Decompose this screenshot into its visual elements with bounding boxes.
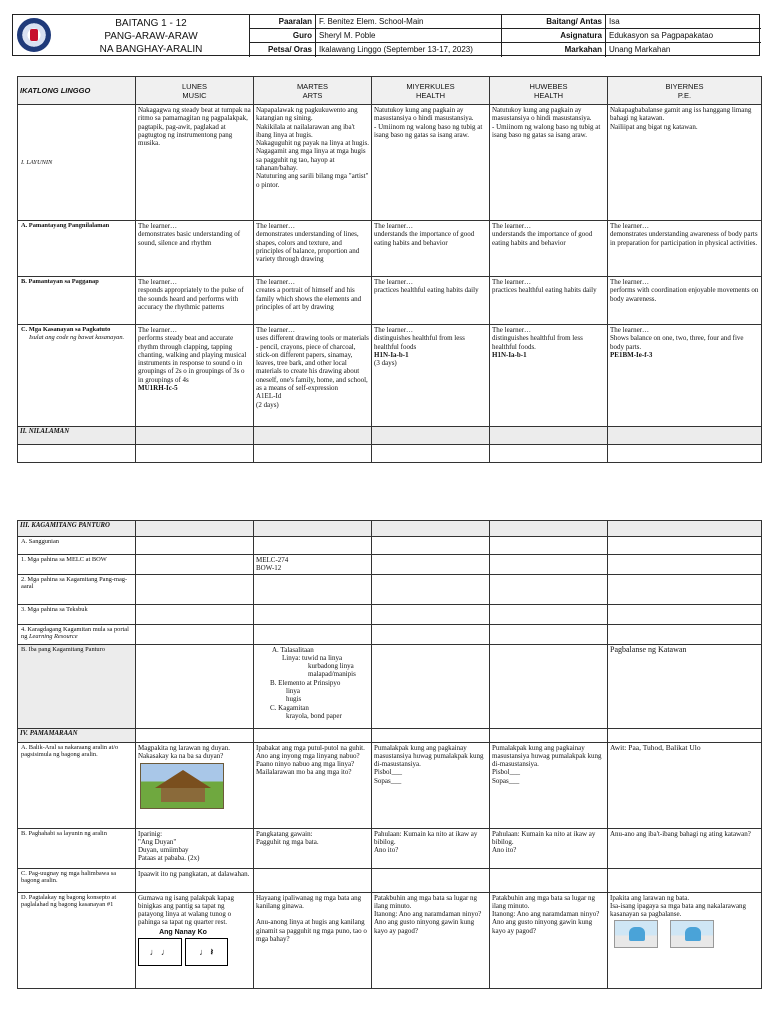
blank-cell: [254, 574, 372, 604]
meta-labels-right: [501, 15, 605, 57]
balik-aral-pe: Awit: Paa, Tuhod, Balikat Ulo: [608, 742, 762, 828]
kasanayan-health-thu: [490, 325, 608, 427]
layunin-music: Nakagagwa ng steady beat at tumpak na ritmo sa pamamagitan ng pagpalakpak, pagtapik, pag-awit, paglakad at pagtugtog ng instrumentong pang musika.: [136, 105, 254, 221]
balik-aral-label: A. Balik-Aral sa nakaraang aralin at/o pagsisimula ng bagong aralin.: [18, 742, 136, 828]
pagganap-health-thu: The learner… practices healthful eating habits daily: [490, 277, 608, 325]
pagtalakay-row: [18, 892, 762, 988]
day-header-tuesday: MARTES ARTS: [254, 77, 372, 105]
blank-cell: [372, 868, 490, 892]
date-value: Ikalawang Linggo (September 13-17, 2023): [319, 45, 473, 54]
blank-cell: [372, 624, 490, 644]
blank-cell: [490, 868, 608, 892]
blank-cell: [608, 521, 762, 537]
linya-kurbado: kurbadong linya: [308, 662, 354, 671]
balik-aral-health-thu: Pumalakpak kung ang pagkainay masustansiya huwag pumalakpak kung di-masustansiya. Pisbol___ Sopas___: [490, 742, 608, 828]
balancing-kid-image: [670, 920, 714, 948]
blank-cell: [254, 604, 372, 624]
pamantayang-pangnilalaman-label: A. Pamantayang Pangnilalaman: [18, 221, 136, 277]
paghahabi-pe: Anu-ano ang iba't-ibang bahagi ng ating katawan?: [608, 828, 762, 868]
weekly-plan-table-1: [17, 76, 762, 463]
paghahabi-music: Iparinig: "Ang Duyan" Duyan, umiimbay Pataas at pababa. (2x): [136, 828, 254, 868]
melc-bow-row: [18, 555, 762, 575]
blank-cell: [254, 728, 372, 742]
blank-cell: [490, 555, 608, 575]
pagganap-pe: The learner… performs with coordination enjoyable movements on body awareness.: [608, 277, 762, 325]
kasanayan-health-wed-code: H1N-Ia-b-1: [374, 350, 409, 359]
blank-cell: [372, 644, 490, 728]
kasanayan-pe: [608, 325, 762, 427]
balancing-kid-image: [614, 920, 658, 948]
rhythm-notation-picture: [138, 929, 228, 967]
kasanayan-pe-text: The learner… Shows balance on one, two, three, four and five body parts.: [610, 326, 744, 351]
balik-aral-music: [136, 742, 254, 828]
blank-cell: [136, 537, 254, 555]
pag-uugnay-music: Ipaawit ito ng pangkatan, at dalawahan.: [136, 868, 254, 892]
teksbuk-row: [18, 604, 762, 624]
pangnilalaman-arts: The learner… demonstrates understanding of lines, shapes, colors and texture, and principles of balance, proportion and variety through drawing: [254, 221, 372, 277]
kasanayan-label-cell: [18, 325, 136, 427]
layunin-health-wed: Natutukoy kung ang pagkain ay masustansiya o hindi masustansiya. - Umiinom ng walong baso ng tubig at isang baso ng gatas sa isang araw.: [372, 105, 490, 221]
blank-cell: [254, 445, 372, 463]
kasanayan-label: C. Mga Kasanayan sa Pagkatuto: [21, 326, 111, 333]
day-header-row: [18, 77, 762, 105]
blank-cell: [372, 445, 490, 463]
blank-cell: [608, 537, 762, 555]
pagganap-arts: The learner… creates a portrait of himself and his family which shows the elements and principles of art by drawing: [254, 277, 372, 325]
blank-cell: [490, 521, 608, 537]
pamamaraan-label: IV. PAMAMARAAN: [18, 728, 136, 742]
kasanayan-pe-code: PE1BM-Ie-f-3: [610, 350, 653, 359]
learning-resource-label-text: 4. Karagdagang Kagamitan mula sa portal ng: [21, 625, 129, 641]
kasanayan-sublabel: Isulat ang code ng bawat kasanayan.: [29, 333, 125, 341]
kagamitang-pang-mag-aaral-row: [18, 574, 762, 604]
pamantayang-pangnilalaman-row: [18, 221, 762, 277]
layunin-label: I. LAYUNIN: [18, 105, 136, 221]
paghahabi-arts: Pangkatang gawain: Pagguhit ng mga bata.: [254, 828, 372, 868]
blank-cell: [608, 868, 762, 892]
blank-cell: [18, 445, 136, 463]
school-label: Paaralan: [250, 15, 315, 29]
subject-label: Asignatura: [502, 29, 605, 43]
blank-cell: [136, 555, 254, 575]
blank-cell: [490, 728, 608, 742]
day-header-thursday: HUWEBES HEALTH: [490, 77, 608, 105]
blank-cell: [136, 728, 254, 742]
pag-uugnay-label: C. Pag-uugnay ng mga halimbawa sa bagong aralin.: [18, 868, 136, 892]
meta-labels-left: [249, 15, 315, 57]
kagamitan-label: III. KAGAMITANG PANTURO: [18, 521, 136, 537]
elemento-linya: linya: [286, 687, 300, 696]
pagtalakay-pe: [608, 892, 762, 988]
balancing-kids-picture: [614, 920, 724, 948]
pagganap-music: The learner… responds appropriately to the pulse of the sounds heard and performs with accuracy the rhythmic patterns: [136, 277, 254, 325]
layunin-arts: Napapalawak ng pagkukuwento ang katangian ng sining. Nakikilala at nailalarawan ang iba't ibang linya at hugis. Nakaguguhit ng payak na linya at hugis. Nagagamit ang mga linya at mga hugis sa pagguhit ng tao, hayop at tahanan/bahay. Natuturing ang sarili bilang mga "artist" o pintor.: [254, 105, 372, 221]
grade-label: Baitang/ Antas: [502, 15, 605, 29]
elemento: B. Elemento at Prinsipyo: [270, 678, 341, 687]
pagtalakay-health-thu: Patakbuhin ang mga bata sa lugar ng ilang minuto. Itanong: Ano ang naramdaman ninyo? Ano ang gusto ninyong gawin kung kayo ay pagod?: [490, 892, 608, 988]
linya-tuwid: Linya: tuwid na linya: [282, 653, 343, 662]
pagganap-health-wed: The learner… practices healthful eating habits daily: [372, 277, 490, 325]
pamamaraan-row: [18, 728, 762, 742]
meta-values-left: [315, 15, 501, 57]
quarter-label: Markahan: [564, 45, 602, 54]
blank-cell: [608, 624, 762, 644]
nilalaman-label: II. NILALAMAN: [18, 427, 136, 445]
school-value: F. Benitez Elem. School-Main: [316, 15, 501, 29]
pagtalakay-health-wed: Patakbuhin ang mga bata sa lugar ng ilang minuto. Itanong: Ano ang naramdaman ninyo? Ano ang gusto ninyong gawin kung kayo ay pagod?: [372, 892, 490, 988]
kagamitan-c: C. Kagamitan: [270, 703, 309, 712]
blank-cell: [490, 644, 608, 728]
sanggunian-row: [18, 537, 762, 555]
paghahabi-health-thu: Pahulaan: Kumain ka nito at ikaw ay bibilog. Ano ito?: [490, 828, 608, 868]
pangnilalaman-health-thu: The learner… understands the importance of good eating habits and behavior: [490, 221, 608, 277]
blank-cell: [254, 868, 372, 892]
rhythm-bars: [138, 938, 228, 966]
pamantayan-sa-pagganap-label: B. Pamantayan sa Pagganap: [18, 277, 136, 325]
teacher-value: Sheryl M. Poble: [316, 29, 501, 43]
blank-cell: [254, 624, 372, 644]
kasanayan-music-text: The learner… performs steady beat and accurate rhythm through clapping, tapping chanting, walking and playing musical instruments in response to sound o in groupings of 2s o in groupings of 3s o in groupings of 4s: [138, 326, 247, 384]
talasalitaan: A. Talasalitaan: [272, 645, 314, 654]
pagtalakay-music: [136, 892, 254, 988]
kasanayan-health-thu-text: The learner… distinguishes healthful from less healthful foods.: [492, 326, 583, 351]
linya-malapad: malapad/manipis: [308, 670, 356, 679]
paghahabi-row: [18, 828, 762, 868]
title-line-1: BAITANG 1 - 12: [115, 18, 187, 29]
kasanayan-health-wed-days: (3 days): [374, 359, 397, 368]
pagtalakay-arts: Hayaang ipaliwanag ng mga bata ang kanilang ginawa. Anu-anong linya at hugis ang kanilang ginamit sa pagguhit ng mga puno, tao o mga bahay?: [254, 892, 372, 988]
iba-pang-kagamitan-pe: Pagbalanse ng Katawan: [608, 644, 762, 728]
paghahabi-label: B. Paghahabi sa layunin ng aralin: [18, 828, 136, 868]
nilalaman-arts: [254, 427, 372, 445]
blank-cell: [372, 537, 490, 555]
blank-cell: [608, 574, 762, 604]
balik-aral-row: [18, 742, 762, 828]
header-titles: [53, 17, 249, 56]
learning-resource-row: [18, 624, 762, 644]
kasanayan-health-thu-code: H1N-Ia-b-1: [492, 350, 527, 359]
krayola: krayola, bond paper: [286, 711, 342, 720]
pag-uugnay-row: [18, 868, 762, 892]
song-title: Ang Nanay Ko: [159, 928, 207, 936]
date-label: Petsa/ Oras: [267, 45, 312, 54]
kasanayan-row: [18, 325, 762, 427]
blank-cell: [136, 604, 254, 624]
blank-cell: [490, 537, 608, 555]
kasanayan-music: [136, 325, 254, 427]
deped-seal-icon: [17, 18, 51, 52]
blank-cell: [136, 574, 254, 604]
learning-resource-label-em: Learning Resource: [29, 633, 78, 641]
blank-cell: [490, 445, 608, 463]
blank-cell: [372, 728, 490, 742]
blank-cell: [136, 521, 254, 537]
blank-cell: [136, 624, 254, 644]
quarter-value: Unang Markahan: [609, 45, 671, 54]
elemento-hugis: hugis: [286, 695, 302, 704]
pamantayan-sa-pagganap-row: [18, 277, 762, 325]
blank-cell: [136, 644, 254, 728]
blank-cell: [608, 728, 762, 742]
blank-cell: [136, 445, 254, 463]
title-line-3: NA BANGHAY-ARALIN: [99, 44, 203, 55]
blank-cell: [608, 604, 762, 624]
iba-pang-kagamitan-label: B. Iba pang Kagamitang Panturo: [18, 644, 136, 728]
kagamitang-pang-mag-aaral-label: 2. Mga pahina sa Kagamitang Pang-mag-aaral: [18, 574, 136, 604]
quarter-note-icon: ♩ ♩: [138, 938, 182, 966]
nilalaman-music: [136, 427, 254, 445]
blank-cell: [490, 624, 608, 644]
teacher-label: Guro: [250, 29, 315, 43]
hammock-picture: [140, 763, 224, 809]
nilalaman-health-thu: [490, 427, 608, 445]
melc-bow-arts: MELC-274 BOW-12: [254, 555, 372, 575]
blank-cell: [254, 521, 372, 537]
kasanayan-health-wed-text: The learner… distinguishes healthful from less healthful foods: [374, 326, 465, 351]
weekly-plan-table-2: [17, 520, 762, 989]
melc-bow-label: 1. Mga pahina sa MELC at BOW: [18, 555, 136, 575]
nilalaman-health-wed: [372, 427, 490, 445]
blank-cell: [372, 604, 490, 624]
kasanayan-health-wed: [372, 325, 490, 427]
iba-pang-kagamitan-row: [18, 644, 762, 728]
balik-aral-health-wed: Pumalakpak kung ang pagkainay masustansiya huwag pumalakpak kung di-masustansiya. Pisbol___ Sopas___: [372, 742, 490, 828]
nilalaman-pe: [608, 427, 762, 445]
pagtalakay-pe-text: Ipakita ang larawan ng bata. Isa-isang ipagaya sa mga bata ang nakalarawang kasanayan sa pagbalanse.: [610, 893, 747, 919]
pagtalakay-label: D. Pagtalakay ng bagong konsepto at paglalahad ng bagong kasanayan #1: [18, 892, 136, 988]
balik-aral-music-text: Magpakita ng larawan ng duyan. Nakasakay ka na ba sa duyan?: [138, 743, 230, 760]
lesson-plan-header: [12, 14, 760, 56]
kasanayan-arts: The learner… uses different drawing tools or materials - pencil, crayons, piece of charcoal, stick-on different papers, sinamay, leaves, tree bark, and other local materials to create his drawing about oneself, one's family, home, and school, as a means of self-expression A1EL-Id (2 days): [254, 325, 372, 427]
blank-cell: [372, 555, 490, 575]
kasanayan-music-code: MU1RH-Ic-5: [138, 384, 178, 393]
blank-cell: [490, 604, 608, 624]
blank-cell: [490, 574, 608, 604]
kagamitan-row: [18, 521, 762, 537]
balik-aral-arts: Ipabakat ang mga putul-putol na guhit. Ano ang inyong mga linyang nabuo? Paano ninyo nabuo ang mga linya? Mailalarawan mo ba ang mga ito?: [254, 742, 372, 828]
meta-values-right: [605, 15, 761, 57]
quarter-rest-icon: ♩ 𝄽: [185, 938, 229, 966]
learning-resource-label: [18, 624, 136, 644]
day-header-monday: LUNES MUSIC: [136, 77, 254, 105]
blank-cell: [608, 555, 762, 575]
sanggunian-label: A. Sanggunian: [18, 537, 136, 555]
layunin-pe: Nakapagbabalanse gamit ang iss hanggang limang bahagi ng katawan. Nailiipat ang bigat ng katawan.: [608, 105, 762, 221]
pangnilalaman-music: The learner… demonstrates basic understanding of sound, silence and rhythm: [136, 221, 254, 277]
day-header-wednesday: MIYERKULES HEALTH: [372, 77, 490, 105]
iba-pang-kagamitan-arts: [254, 644, 372, 728]
grade-value: Isa: [606, 15, 761, 29]
paghahabi-health-wed: Pahulaan: Kumain ka nito at ikaw ay bibilog. Ano ito?: [372, 828, 490, 868]
layunin-row: [18, 105, 762, 221]
nilalaman-blank-row: [18, 445, 762, 463]
blank-cell: [608, 445, 762, 463]
pangnilalaman-health-wed: The learner… understands the importance of good eating habits and behavior: [372, 221, 490, 277]
week-label: IKATLONG LINGGO: [18, 77, 136, 105]
blank-cell: [372, 521, 490, 537]
day-header-friday: BIYERNES P.E.: [608, 77, 762, 105]
pangnilalaman-pe: The learner… demonstrates understanding awareness of body parts in preparation for participation in physical activities.: [608, 221, 762, 277]
subject-value: Edukasyon sa Pagpapakatao: [606, 29, 761, 43]
pagtalakay-music-text: Gumawa ng isang palakpak kapag binigkas ang pantig sa tapat ng patayong linya at walang tunog o pahinga sa tapat ng quarter rest.: [138, 893, 235, 927]
blank-cell: [254, 537, 372, 555]
blank-cell: [372, 574, 490, 604]
layunin-health-thu: Natutukoy kung ang pagkain ay masustansiya o hindi masustansiya. - Umiinom ng walong baso ng tubig at isang baso ng gatas sa isang araw.: [490, 105, 608, 221]
title-line-2: PANG-ARAW-ARAW: [104, 31, 198, 42]
nilalaman-row: [18, 427, 762, 445]
teksbuk-label: 3. Mga pahina sa Teksbuk: [18, 604, 136, 624]
